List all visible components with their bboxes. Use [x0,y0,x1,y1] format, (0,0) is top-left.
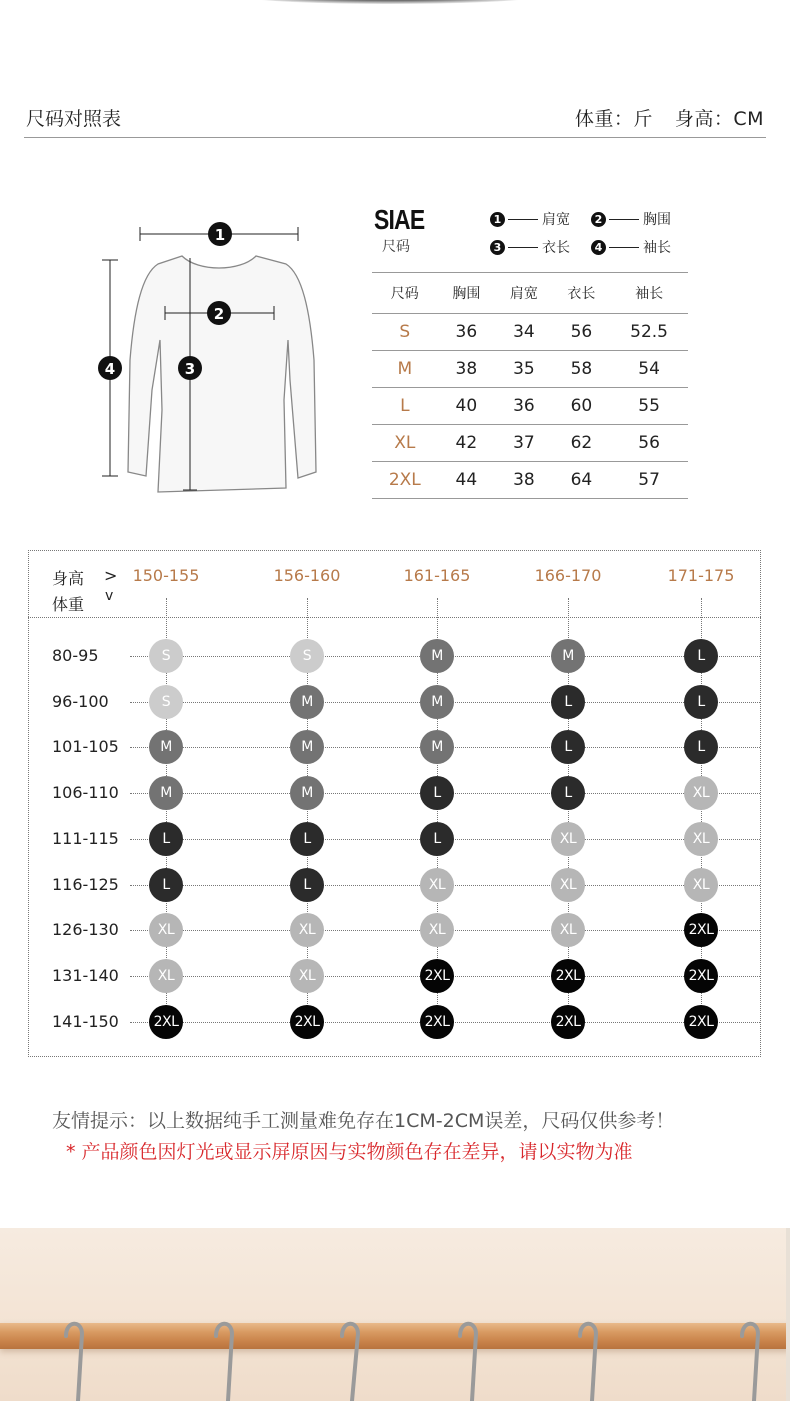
chest-cell: 44 [438,462,496,499]
marker-1: 1 [214,226,226,244]
size-cell: S [372,314,438,351]
size-badge: XL [290,959,324,993]
marker-4: 4 [104,360,116,378]
height-column-header: 171-175 [667,566,735,585]
size-badge: XL [290,913,324,947]
size-badge: M [290,776,324,810]
size-badge: M [551,639,585,673]
weight-row-label: 126-130 [52,920,119,939]
hook-6 [742,1324,758,1401]
column-header: 尺码 [372,273,438,314]
size-badge: M [149,776,183,810]
weight-row-label: 131-140 [52,966,119,985]
corner-height-arrow: > [104,566,118,585]
shirt-outline [128,256,316,492]
size-badge: 2XL [684,1005,718,1039]
chest-cell: 38 [438,351,496,388]
corner-weight-arrow: v [105,588,114,604]
size-badge: L [551,685,585,719]
size-badge: L [551,776,585,810]
size-badge: L [290,868,324,902]
hook-5 [580,1324,596,1401]
size-badge: S [290,639,324,673]
weight-row-label: 111-115 [52,829,119,848]
legend-label: 袖长 [643,240,671,256]
legend-label: 肩宽 [542,212,570,228]
size-badge: L [684,685,718,719]
size-cell: 2XL [372,462,438,499]
size-badge: 2XL [684,959,718,993]
corner-height-label: 身高 [52,569,85,588]
size-badge: L [420,776,454,810]
shoulder-cell: 37 [495,425,553,462]
height-column-header: 156-160 [273,566,341,585]
chest-cell: 36 [438,314,496,351]
size-badge: L [684,639,718,673]
size-badge: 2XL [551,959,585,993]
legend-num: 3 [490,240,505,255]
hook-3 [342,1324,358,1401]
length-cell: 58 [553,351,611,388]
chest-cell: 40 [438,388,496,425]
weight-row-label: 80-95 [52,646,99,665]
sleeve-cell: 52.5 [610,314,688,351]
height-column-header: 166-170 [534,566,602,585]
size-badge: XL [684,776,718,810]
page-title: 尺码对照表 [26,108,122,130]
measurement-tip: 友情提示：以上数据纯手工测量难免存在1CM-2CM误差，尺码仅供参考！ [52,1110,675,1132]
corner-weight-label: 体重 [52,595,85,614]
size-recommendation-panel [28,550,761,1057]
size-badge: L [149,868,183,902]
size-badge: M [420,730,454,764]
brand-title: SIAE [374,204,425,235]
shoulder-cell: 38 [495,462,553,499]
size-badge: XL [420,913,454,947]
units-label [553,104,764,131]
size-badge: 2XL [420,1005,454,1039]
size-badge: L [149,822,183,856]
legend-item-2 [591,209,671,229]
size-badge: L [684,730,718,764]
shoulder-cell: 34 [495,314,553,351]
size-cell: XL [372,425,438,462]
table-row [372,351,688,388]
hook-2 [216,1324,232,1401]
size-badge: M [420,639,454,673]
size-cell: M [372,351,438,388]
hook-1 [66,1324,82,1401]
legend-item-1 [490,209,570,229]
legend-num: 2 [591,212,606,227]
top-photo-edge [230,0,550,4]
column-header: 袖长 [610,273,688,314]
size-badge: M [149,730,183,764]
weight-row-label: 116-125 [52,875,119,894]
brand-subtitle: 尺码 [382,239,410,255]
weight-row-label: 141-150 [52,1012,119,1031]
legend-num: 4 [591,240,606,255]
chest-cell: 42 [438,425,496,462]
weight-row-label: 106-110 [52,783,119,802]
hanger-rod-photo [0,1228,790,1401]
size-badge: L [420,822,454,856]
sleeve-cell: 54 [610,351,688,388]
size-badge: XL [684,822,718,856]
sleeve-cell: 57 [610,462,688,499]
size-badge: XL [420,868,454,902]
size-badge: XL [149,959,183,993]
color-disclaimer: * 产品颜色因灯光或显示屏原因与实物颜色存在差异，请以实物为准 [66,1141,633,1163]
size-badge: 2XL [684,913,718,947]
height-column-header: 150-155 [132,566,200,585]
legend-num: 1 [490,212,505,227]
column-header: 胸围 [438,273,496,314]
hook-4 [460,1324,476,1401]
size-measure-table [372,272,688,499]
shoulder-cell: 35 [495,351,553,388]
height-column-header: 161-165 [403,566,471,585]
column-header: 肩宽 [495,273,553,314]
sleeve-cell: 55 [610,388,688,425]
sleeve-cell: 56 [610,425,688,462]
length-cell: 60 [553,388,611,425]
size-badge: M [290,685,324,719]
table-row [372,388,688,425]
legend-label: 胸围 [643,212,671,228]
weight-row-label: 96-100 [52,692,109,711]
unit-height: 身高：CM [674,108,764,130]
size-badge: L [290,822,324,856]
size-badge: XL [551,868,585,902]
size-badge: S [149,639,183,673]
size-badge: M [290,730,324,764]
size-cell: L [372,388,438,425]
size-badge: 2XL [290,1005,324,1039]
photo-edge [786,1228,790,1401]
shoulder-cell: 36 [495,388,553,425]
size-badge: XL [684,868,718,902]
size-badge: XL [551,822,585,856]
panel-header-divider [28,617,761,618]
size-badge: XL [551,913,585,947]
length-cell: 62 [553,425,611,462]
shirt-measure-diagram [90,210,330,500]
size-badge: 2XL [149,1005,183,1039]
size-badge: 2XL [420,959,454,993]
legend-item-3 [490,237,570,257]
table-header-row [372,273,688,314]
weight-row-label: 101-105 [52,737,119,756]
length-cell: 56 [553,314,611,351]
size-badge: S [149,685,183,719]
legend-label: 衣长 [542,240,570,256]
size-badge: M [420,685,454,719]
table-row [372,462,688,499]
marker-3: 3 [184,360,196,378]
marker-2: 2 [213,305,225,323]
hanger-hooks [0,1228,790,1401]
unit-weight: 体重：斤 [574,108,653,130]
header-divider [24,137,766,138]
size-badge: 2XL [551,1005,585,1039]
table-row [372,314,688,351]
length-cell: 64 [553,462,611,499]
column-header: 衣长 [553,273,611,314]
size-badge: L [551,730,585,764]
table-row [372,425,688,462]
legend-item-4 [591,237,671,257]
size-badge: XL [149,913,183,947]
